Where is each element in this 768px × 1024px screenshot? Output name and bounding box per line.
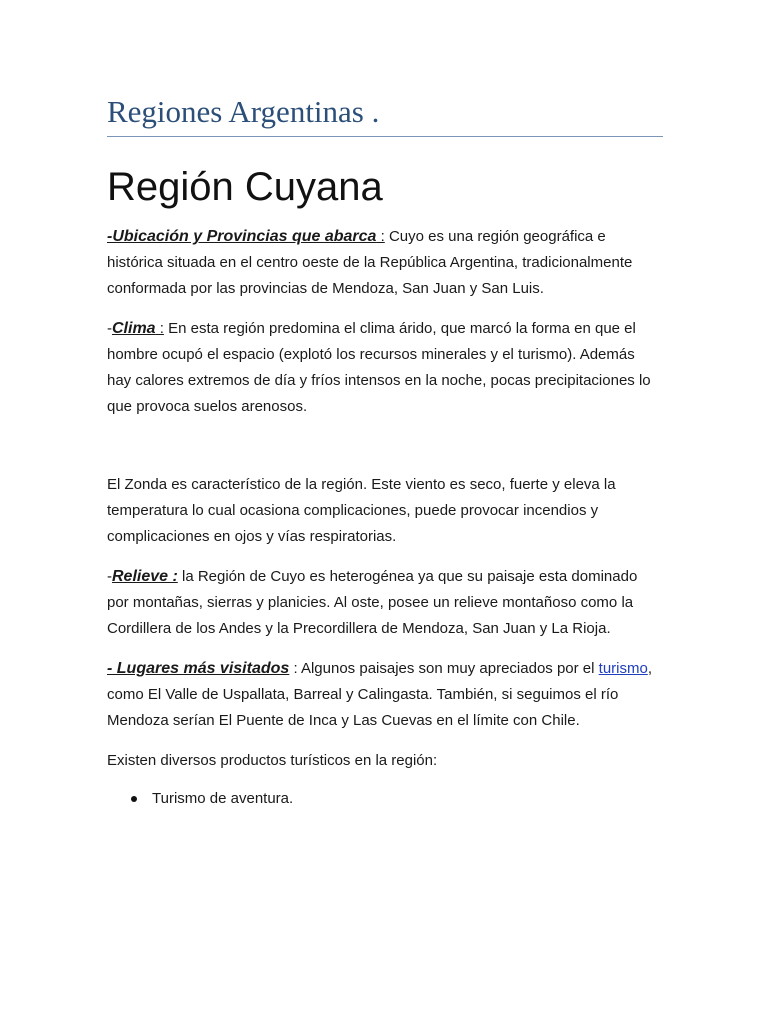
paragraph-lugares	[107, 656, 663, 734]
relieve-prefix: -	[107, 568, 112, 585]
clima-label: Clima	[112, 320, 156, 337]
clima-text: En esta región predomina el clima árido, que marcó la forma en que el hombre ocupó el espacio (explotó los recursos minerales y el turismo). Además hay calores extremos de día y fríos intensos en la noche, pocas precipitaciones lo que provoca suelos arenosos.	[107, 320, 651, 415]
bullet-icon	[131, 796, 137, 802]
title-rule	[107, 136, 663, 137]
relieve-label: Relieve :	[112, 568, 178, 585]
products-list	[107, 786, 663, 812]
clima-separator: :	[155, 320, 164, 337]
lugares-text-after: , como El Valle de Uspallata, Barreal y Calingasta. También, si seguimos el río Mendoza serían El Puente de Inca y Las Cuevas en el límite con Chile.	[107, 660, 653, 729]
paragraph-ubicacion	[107, 224, 663, 302]
ubicacion-label: -Ubicación y Provincias que abarca	[107, 228, 377, 245]
relieve-text: la Región de Cuyo es heterogénea ya que su paisaje esta dominado por montañas, sierras y planicies. Al oste, posee un relieve montañoso como la Cordillera de los Andes y la Precordillera de Mendoza, San Juan y La Rioja.	[107, 568, 638, 637]
turismo-link[interactable]: turismo	[598, 660, 648, 677]
clima-prefix: -	[107, 320, 112, 337]
paragraph-clima	[107, 316, 663, 420]
list-item	[152, 786, 663, 812]
lugares-text-before: : Algunos paisajes son muy apreciados por el	[289, 660, 599, 677]
list-item-text: Turismo de aventura.	[152, 790, 294, 807]
paragraph-productos: Existen diversos productos turísticos en la región:	[107, 752, 438, 769]
document-title: Regiones Argentinas .	[107, 94, 380, 129]
paragraph-zonda: El Zonda es característico de la región. Este viento es seco, fuerte y eleva la temperatura lo cual ocasiona complicaciones, puede provocar incendios y complicaciones en ojos y vías respiratorias.	[107, 476, 616, 545]
section-heading: Región Cuyana	[107, 165, 383, 209]
paragraph-relieve	[107, 564, 663, 642]
ubicacion-separator: :	[376, 228, 385, 245]
ubicacion-text: Cuyo es una región geográfica e histórica situada en el centro oeste de la República Argentina, tradicionalmente conformada por las provincias de Mendoza, San Juan y San Luis.	[107, 228, 633, 297]
lugares-label: - Lugares más visitados	[107, 660, 290, 677]
document-page	[107, 92, 663, 812]
